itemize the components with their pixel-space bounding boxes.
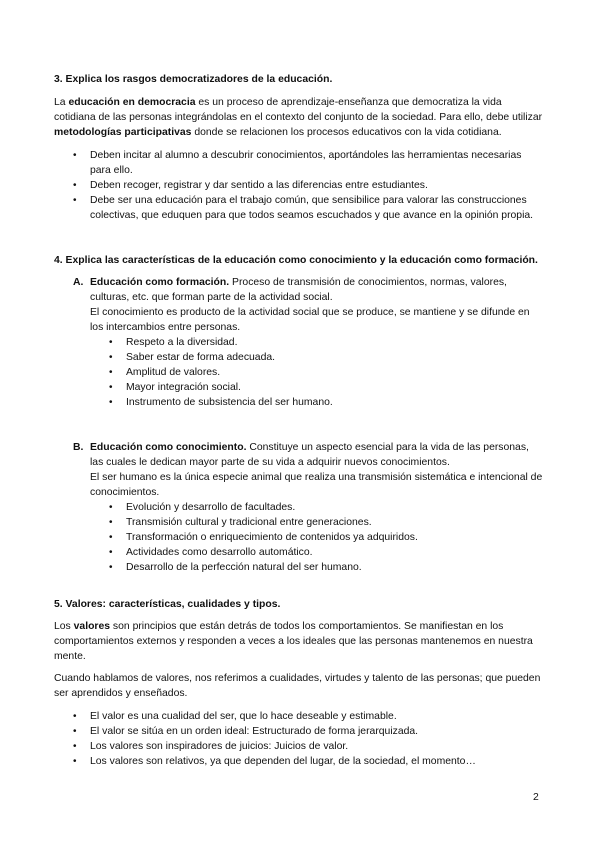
- section4-b-title: Educación como conocimiento.: [90, 442, 247, 453]
- bullet-icon: •: [109, 367, 113, 378]
- list-item: [73, 178, 545, 193]
- bullet-icon: •: [73, 180, 77, 191]
- list-item: [73, 739, 545, 754]
- bullet-icon: •: [73, 726, 77, 737]
- section4-a-bullet-list: [109, 335, 545, 410]
- bullet-icon: •: [109, 517, 113, 528]
- list-item-text: Actividades como desarrollo automático.: [126, 547, 313, 558]
- section4-b: [73, 440, 545, 575]
- list-item-text: Transformación o enriquecimiento de contenidos ya adquiridos.: [126, 532, 418, 543]
- list-item-text: Debe ser una educación para el trabajo común, que sensibilice para valorar las construcciones colectivas, que eduquen para que todos seamos escuchados y que avance en la opinión propia.: [90, 195, 534, 221]
- list-item-text: Amplitud de valores.: [126, 367, 221, 378]
- list-item: [109, 380, 545, 395]
- page-number: 2: [533, 792, 539, 803]
- list-item: [109, 365, 545, 380]
- bullet-icon: •: [109, 352, 113, 363]
- section4-a-title: Educación como formación.: [90, 277, 230, 288]
- section3-bullet-list: [73, 148, 545, 223]
- intro-text: La: [54, 97, 69, 108]
- section5-bullet-list: [73, 709, 545, 769]
- list-item-text: Deben incitar al alumno a descubrir conocimientos, aportándoles las herramientas necesarias para ello.: [90, 150, 522, 176]
- intro-bold-term: educación en democracia: [68, 97, 196, 108]
- list-item-text: Transmisión cultural y tradicional entre generaciones.: [126, 517, 372, 528]
- list-item: [109, 515, 545, 530]
- list-item: [73, 193, 545, 223]
- section4-a-text: Proceso de transmisión de conocimientos, normas, valores, culturas, etc. que forman parte de la actividad social.: [90, 277, 507, 303]
- section4-a-label: A.: [73, 277, 84, 288]
- section4-a-para2: El conocimiento es producto de la actividad social que se produce, se mantiene y se difunde en los intercambios entre personas.: [90, 307, 530, 333]
- bullet-icon: •: [73, 150, 77, 161]
- section4-b-bullet-list: [109, 500, 545, 575]
- section4-b-label: B.: [73, 442, 84, 453]
- section4-heading: 4. Explica las características de la educación como conocimiento y la educación como formación.: [54, 255, 538, 266]
- bullet-icon: •: [73, 195, 77, 206]
- list-item: [109, 500, 545, 515]
- list-item: [73, 709, 545, 724]
- section4-a-para1: [90, 275, 545, 305]
- bullet-icon: •: [73, 711, 77, 722]
- list-item-text: Desarrollo de la perfección natural del ser humano.: [126, 562, 362, 573]
- bullet-icon: •: [109, 337, 113, 348]
- intro-bold-term: valores: [73, 621, 111, 632]
- list-item: [109, 395, 545, 410]
- list-item: [109, 335, 545, 350]
- section4-b-text: Constituye un aspecto esencial para la vida de las personas, las cuales le dedican mayor parte de su vida a adquirir nuevos conocimientos.: [90, 442, 529, 468]
- list-item-text: Mayor integración social.: [126, 382, 241, 393]
- section4-a: [73, 275, 545, 410]
- intro-text: donde se relacionen los procesos educativos con la vida cotidiana.: [191, 127, 502, 138]
- list-item: [73, 754, 545, 769]
- section3-intro: [54, 95, 546, 140]
- list-item-text: Respeto a la diversidad.: [126, 337, 238, 348]
- bullet-icon: •: [109, 502, 113, 513]
- intro-text: son principios que están detrás de todos los comportamientos. Se manifiestan en los comportamientos externos y responden a veces a los ideales que las personas mantenemos en nuestra mente.: [54, 621, 533, 662]
- section5-heading: 5. Valores: características, cualidades y tipos.: [54, 599, 281, 610]
- list-item-text: Los valores son inspiradores de juicios: Juicios de valor.: [90, 741, 349, 752]
- bullet-icon: •: [73, 741, 77, 752]
- list-item: [73, 724, 545, 739]
- intro-text: Los: [54, 621, 74, 632]
- list-item: [109, 545, 545, 560]
- bullet-icon: •: [109, 382, 113, 393]
- section5-intro: [54, 619, 546, 664]
- list-item-text: Deben recoger, registrar y dar sentido a las diferencias entre estudiantes.: [90, 180, 428, 191]
- intro-text: es un proceso de aprendizaje-enseñanza que democratiza la vida cotidiana de las personas integrándolas en el contexto del conjunto de la sociedad. Para ello, debe utilizar: [54, 97, 543, 123]
- bullet-icon: •: [109, 397, 113, 408]
- bullet-icon: •: [109, 532, 113, 543]
- list-item-text: Instrumento de subsistencia del ser humano.: [126, 397, 333, 408]
- section3-heading: 3. Explica los rasgos democratizadores de la educación.: [54, 74, 333, 85]
- list-item: [109, 350, 545, 365]
- list-item-text: Evolución y desarrollo de facultades.: [126, 502, 296, 513]
- bullet-icon: •: [73, 756, 77, 767]
- section4-b-para1: [90, 440, 545, 470]
- section5-para2: Cuando hablamos de valores, nos referimos a cualidades, virtudes y talento de las personas; que pueden ser aprendidos y enseñados.: [54, 673, 541, 699]
- list-item: [73, 148, 545, 178]
- section4-b-para2: El ser humano es la única especie animal que realiza una transmisión sistemática e intencional de conocimientos.: [90, 472, 543, 498]
- list-item-text: Los valores son relativos, ya que dependen del lugar, de la sociedad, el momento…: [90, 756, 476, 767]
- bullet-icon: •: [109, 547, 113, 558]
- list-item: [109, 560, 545, 575]
- list-item-text: Saber estar de forma adecuada.: [126, 352, 276, 363]
- list-item-text: El valor se sitúa en un orden ideal: Estructurado de forma jerarquizada.: [90, 726, 419, 737]
- bullet-icon: •: [109, 562, 113, 573]
- list-item: [109, 530, 545, 545]
- intro-bold-term: metodologías participativas: [54, 127, 192, 138]
- list-item-text: El valor es una cualidad del ser, que lo hace deseable y estimable.: [90, 711, 397, 722]
